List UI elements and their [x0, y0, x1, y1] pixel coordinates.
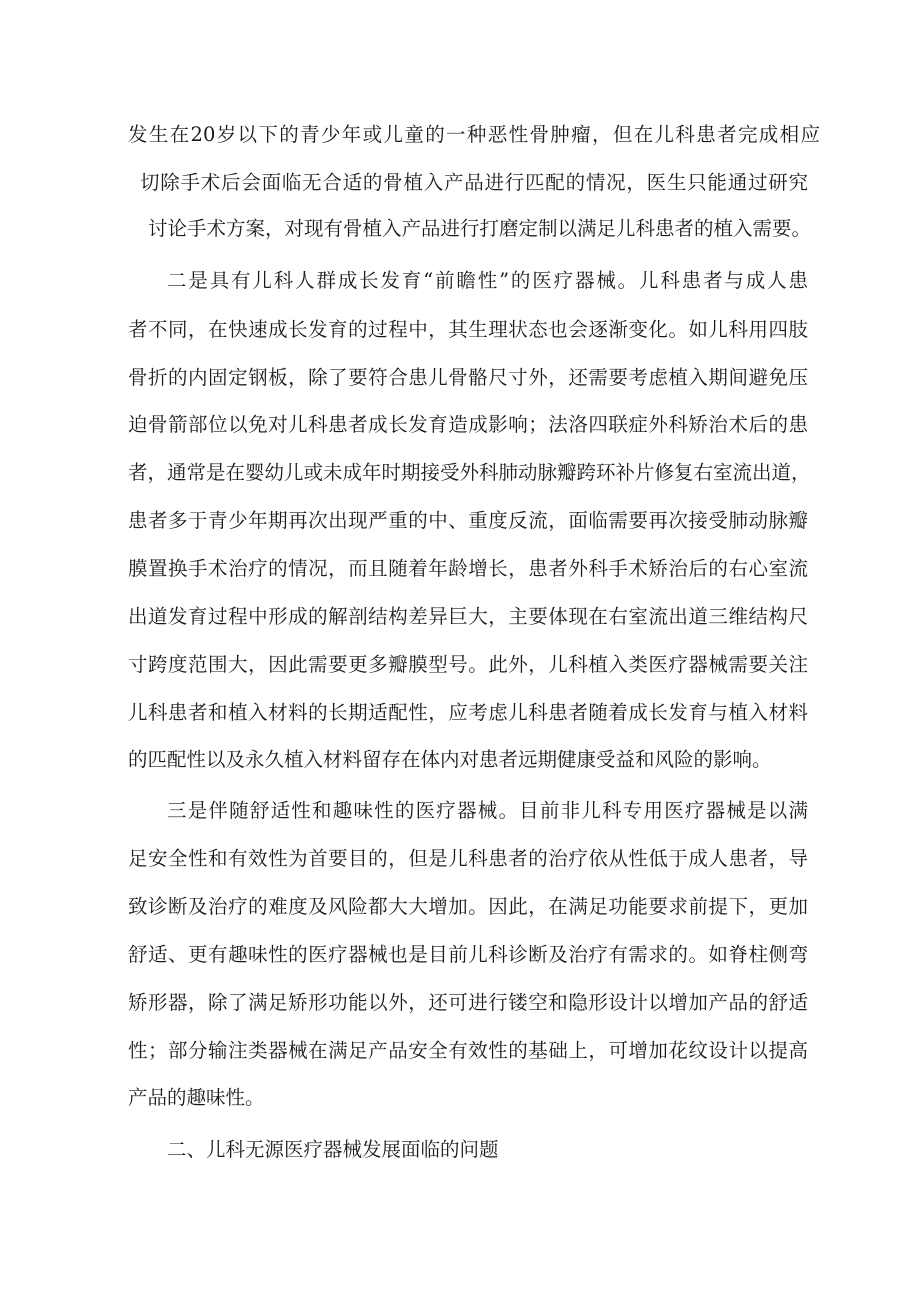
intro-line-2: 切除手术后会面临无合适的骨植入产品进行匹配的情况，医生只能通过研究 — [140, 171, 808, 194]
para2-line-10: 儿科患者和植入材料的长期适配性，应考虑儿科患者随着成长发育与植入材料 — [128, 701, 808, 724]
para3-line-5: 矫形器，除了满足矫形功能以外，还可进行镂空和隐形设计以增加产品的舒适 — [128, 991, 808, 1014]
para3-line-3: 致诊断及治疗的难度及风险都大大增加。因此，在满足功能要求前提下，更加 — [128, 895, 808, 918]
para2-line-1: 二是具有儿科人群成长发育“前瞻性”的医疗器械。儿科患者与成人患 — [167, 269, 808, 292]
para2-line-2: 者不同，在快速成长发育的过程中，其生理状态也会逐渐变化。如儿科用四肢 — [128, 318, 808, 341]
para2-line-7: 膜置换手术治疗的情况，而且随着年龄增长，患者外科手术矫治后的右心室流 — [128, 557, 808, 580]
para2-line-3: 骨折的内固定钢板，除了要符合患儿骨骼尺寸外，还需要考虑植入期间避免压 — [128, 366, 808, 389]
section-heading: 二、儿科无源医疗器械发展面临的问题 — [167, 1138, 499, 1161]
para3-line-4: 舒适、更有趣味性的医疗器械也是目前儿科诊断及治疗有需求的。如脊柱侧弯 — [128, 943, 808, 966]
para3-line-1: 三是伴随舒适性和趣味性的医疗器械。目前非儿科专用医疗器械是以满 — [167, 799, 808, 822]
para2-line-11: 的匹配性以及永久植入材料留存在体内对患者远期健康受益和风险的影响。 — [128, 748, 772, 771]
para2-line-6: 患者多于青少年期再次出现严重的中、重度反流，面临需要再次接受肺动脉瓣 — [128, 509, 808, 532]
para3-line-7: 产品的趣味性。 — [128, 1086, 265, 1109]
para2-line-4: 迫骨箭部位以免对儿科患者成长发育造成影响；法洛四联症外科矫治术后的患 — [128, 413, 808, 436]
para3-line-6: 性；部分输注类器械在满足产品安全有效性的基础上，可增加花纹设计以提高 — [128, 1039, 808, 1062]
para2-line-9: 寸跨度范围大，因此需要更多瓣膜型号。此外，儿科植入类医疗器械需要关注 — [128, 653, 808, 676]
intro-line-1: 发生在20岁以下的青少年或儿童的一种恶性骨肿瘤，但在儿科患者完成相应 — [128, 123, 820, 146]
intro-line-3: 讨论手术方案，对现有骨植入产品进行打磨定制以满足儿科患者的植入需要。 — [148, 217, 812, 240]
para2-line-8: 出道发育过程中形成的解剖结构差异巨大，主要体现在右室流出道三维结构尺 — [128, 605, 808, 628]
para3-line-2: 足安全性和有效性为首要目的，但是儿科患者的治疗依从性低于成人患者，导 — [128, 847, 808, 870]
para2-line-5: 者，通常是在婴幼儿或未成年时期接受外科肺动脉瓣跨环补片修复右室流出道， — [128, 461, 811, 484]
